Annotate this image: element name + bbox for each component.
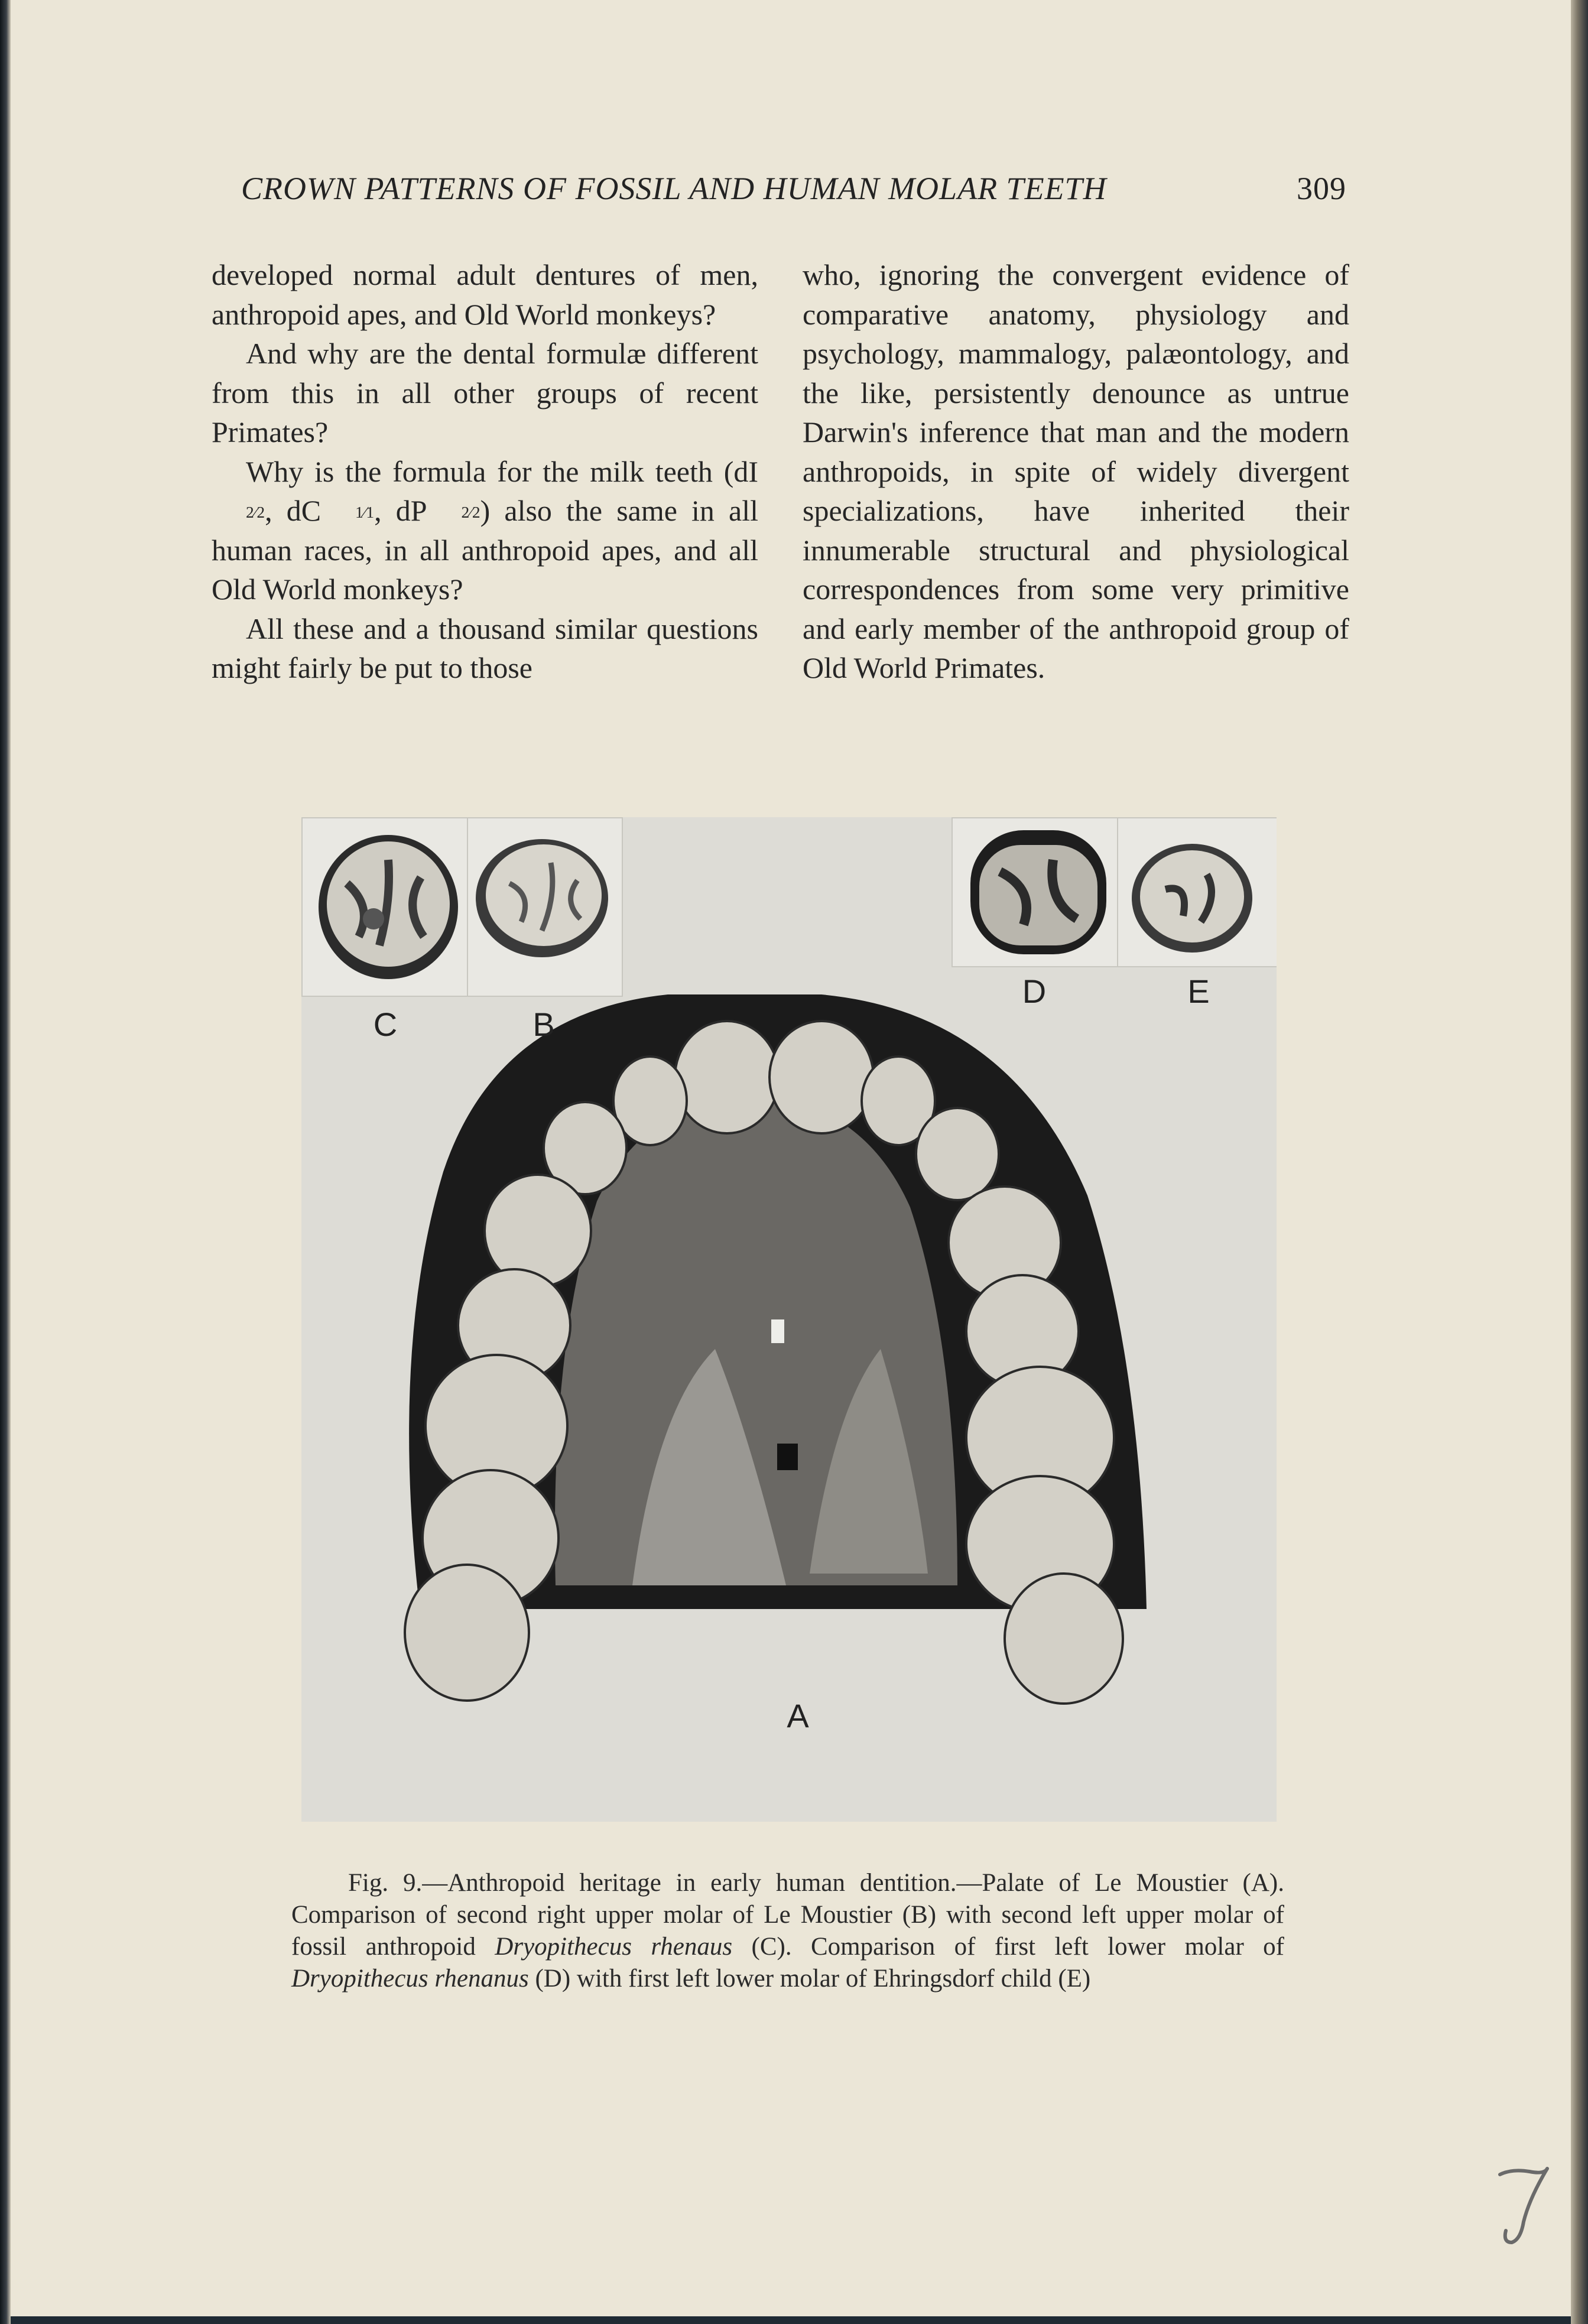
figure-label-c: C [373,1006,398,1043]
running-header [241,170,1346,217]
figure-label-a: A [787,1697,809,1734]
fraction: 2⁄2 [461,502,480,521]
page [11,0,1571,2316]
paragraph: who, ignoring the convergent evidence of comparative anatomy, physiology and psychology, mammalogy, palæontology, and the like, persistently denounce as untrue Darwin's inference that man and the modern anthropoids, in spite of widely divergent specializations, have inherited their innumerable structural and physiological correspondences from some very primitive and early member of the anthropoid group of Old World Primates. [803,258,1349,684]
paragraph: developed normal adult dentures of men, anthropoid apes, and Old World monkeys? [212,258,758,331]
text-column-right [803,255,1349,688]
page-edge-right [1571,0,1588,2324]
text-column-left [212,255,758,688]
species-name: Dryopithecus rhenaus [495,1933,733,1961]
figure-label-d: D [1022,973,1047,1010]
running-title: CROWN PATTERNS OF FOSSIL AND HUMAN MOLAR TEETH [241,171,1107,206]
figure-photograph [301,817,1277,1822]
paragraph: All these and a thousand similar questions might fairly be put to those [212,612,758,684]
paragraph-milk-formula: Why is the formula for the milk teeth (dI2⁄2, dC 1⁄1, dP 2⁄2) also the same in all human races, in all anthropoid apes, and all Old World monkeys? [212,454,758,606]
page-number: 309 [1297,171,1346,206]
figure-caption: Fig. 9.—Anthropoid heritage in early human dentition.—Palate of Le Moustier (A). Comparison of second right upper molar of Le Moustier (B) with second left upper molar of fossil anthropoid Dryopithecus rhenaus (C). Comparison of first left lower molar of Dryopithecus rhenanus (D) with first left lower molar of Ehringsdorf child (E) [291,1869,1284,1993]
figure-label-e: E [1187,973,1210,1010]
paragraph: And why are the dental formulæ different from this in all other groups of recent Primates? [212,337,758,448]
book-spine-edge [0,0,11,2324]
fraction: 2⁄2 [246,502,265,521]
palate-a-image [301,817,1277,1822]
figure-label-b: B [532,1006,555,1043]
pencil-annotation [1488,2163,1559,2251]
species-name: Dryopithecus rhenanus [291,1965,529,1993]
fraction: 1⁄1 [355,502,375,521]
